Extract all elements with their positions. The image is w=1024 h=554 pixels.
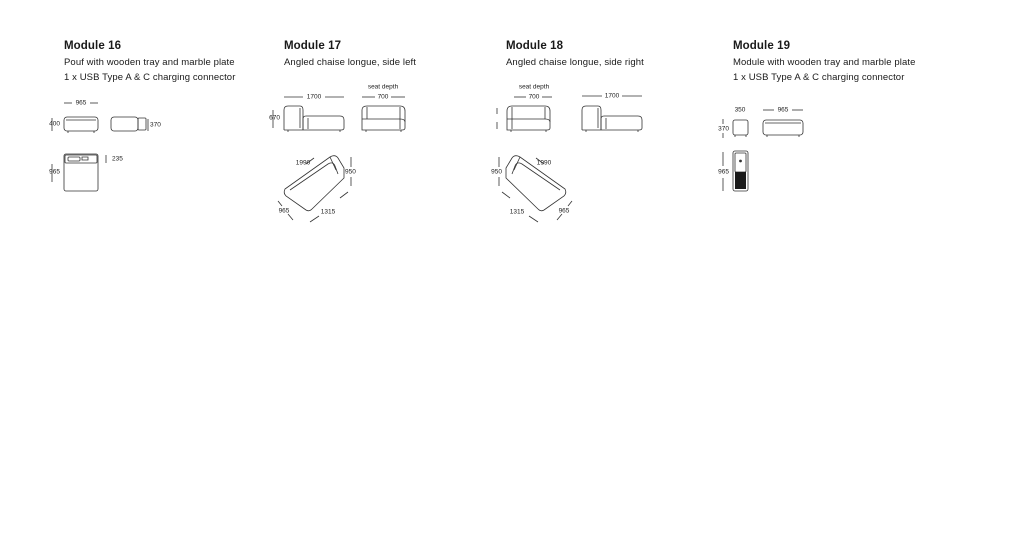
module-18-side-label: 965 xyxy=(558,207,570,215)
module-16-depth-label: 965 xyxy=(49,168,60,176)
module-17-side-label: 965 xyxy=(278,207,290,215)
module-18-diagonal-label: 1990 xyxy=(536,159,552,167)
module-18-title: Module 18 xyxy=(506,40,564,52)
module-17-description-line-1: Angled chaise longue, side left xyxy=(284,57,416,68)
module-16-tray-label: 235 xyxy=(112,155,123,163)
module-17-front-label: 1315 xyxy=(320,208,336,216)
module-19-height-label: 370 xyxy=(718,125,729,133)
module-18-width-label: 950 xyxy=(491,168,502,176)
module-19-description-line-2: 1 x USB Type A & C charging connector xyxy=(733,72,905,83)
module-18-description-line-1: Angled chaise longue, side right xyxy=(506,57,644,68)
module-19-title: Module 19 xyxy=(733,40,791,52)
module-17-length-label: 1700 xyxy=(306,93,322,101)
module-18-seat-depth-caption: seat depth xyxy=(518,83,550,91)
module-16-width-label: 965 xyxy=(75,99,87,107)
module-17-title: Module 17 xyxy=(284,40,342,52)
module-19-depth-label: 965 xyxy=(718,168,729,176)
module-19-length-label: 965 xyxy=(777,106,789,114)
module-17-height-label: 670 xyxy=(269,114,280,122)
module-16-side-height-label: 370 xyxy=(150,121,161,129)
module-18-length-label: 1700 xyxy=(604,92,620,100)
module-19-description-line-1: Module with wooden tray and marble plate xyxy=(733,57,916,68)
module-16-title: Module 16 xyxy=(64,40,122,52)
module-17-diagonal-label: 1990 xyxy=(295,159,311,167)
module-17-width-label: 950 xyxy=(345,168,356,176)
module-16-description-line-1: Pouf with wooden tray and marble plate xyxy=(64,57,235,68)
module-18-front-label: 1315 xyxy=(509,208,525,216)
module-17-seat-depth-caption: seat depth xyxy=(367,83,399,91)
module-16-height-label: 400 xyxy=(49,120,60,128)
module-17-seat-depth-label: 700 xyxy=(377,93,389,101)
module-19-width-label: 350 xyxy=(734,106,746,114)
module-18-seat-depth-label: 700 xyxy=(528,93,540,101)
module-16-description-line-2: 1 x USB Type A & C charging connector xyxy=(64,72,236,83)
